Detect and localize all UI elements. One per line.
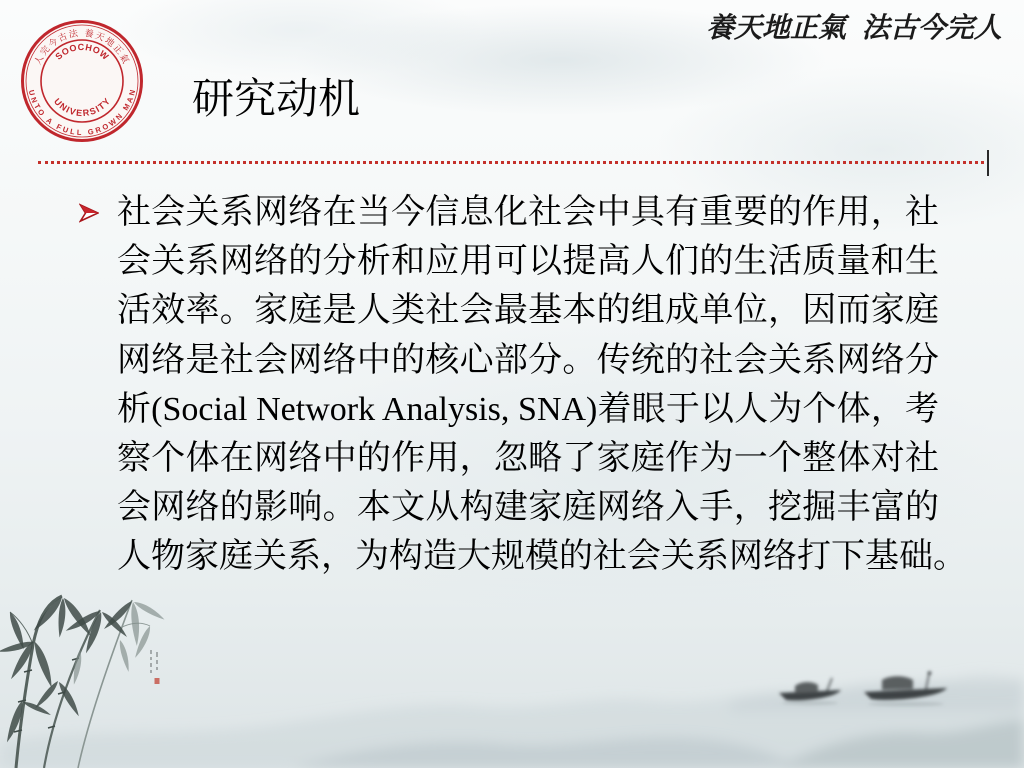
painting-inscription-marks: [151, 650, 160, 684]
soochow-university-seal-logo: [20, 19, 144, 143]
seal-inner-bottom-path-text: UNIVERSITY: [52, 96, 112, 119]
paragraph-line: 会关系网络的分析和应用可以提高人们的生活质量和生: [117, 243, 939, 281]
seal-inner-top-path-text: SOOCHOW: [53, 41, 111, 62]
bamboo-leaf: [57, 680, 82, 718]
bamboo-leaf: [32, 640, 56, 688]
bamboo-leaf: [100, 610, 129, 639]
paragraph-line: 察个体在网络中的作用，忽略了家庭作为一个整体对社: [117, 439, 939, 477]
paragraph-line: 网络是社会网络中的核心部分。传统的社会关系网络分: [117, 341, 939, 379]
bullet-paragraph: [117, 188, 967, 582]
bamboo-leaf: [22, 699, 52, 717]
boatman-figure: [928, 671, 932, 675]
inscription-seal: [155, 678, 160, 684]
boat-cabin: [795, 682, 818, 693]
arrow-bullet-icon: [79, 203, 99, 223]
seal-motto-path-text: 人完今古法 養天地正氣: [33, 28, 131, 67]
paragraph-line: 活效率。家庭是人类社会最基本的组成单位，因而家庭: [117, 292, 939, 330]
paragraph-line: 人物家庭关系，为构造大规模的社会关系网络打下基础。: [117, 538, 967, 576]
divider-end-tick: [987, 150, 989, 176]
boat-reflection: [868, 702, 944, 707]
distant-mountains: [0, 676, 1024, 768]
paragraph-line: 析(Social Network Analysis, SNA)着眼于以人为个体，考: [117, 390, 939, 428]
dotted-divider: [38, 161, 984, 164]
slide-title: 研究动机: [192, 75, 361, 122]
bamboo-leaf: [118, 639, 132, 672]
paragraph-line: 社会关系网络在当今信息化社会中具有重要的作用，社: [117, 194, 939, 231]
calligraphy-motto: 養天地正氣 法古今完人: [706, 11, 1002, 44]
seal-bottom-path-text: UNTO A FULL GROWN MAN: [26, 89, 138, 138]
paragraph-line: 会网络的影响。本文从构建家庭网络入手，挖掘丰富的: [117, 489, 939, 527]
bamboo-leaf: [34, 679, 61, 710]
inscription-strokes: [151, 650, 157, 673]
boat-reflection: [782, 701, 838, 705]
boat-cabin: [882, 676, 913, 690]
